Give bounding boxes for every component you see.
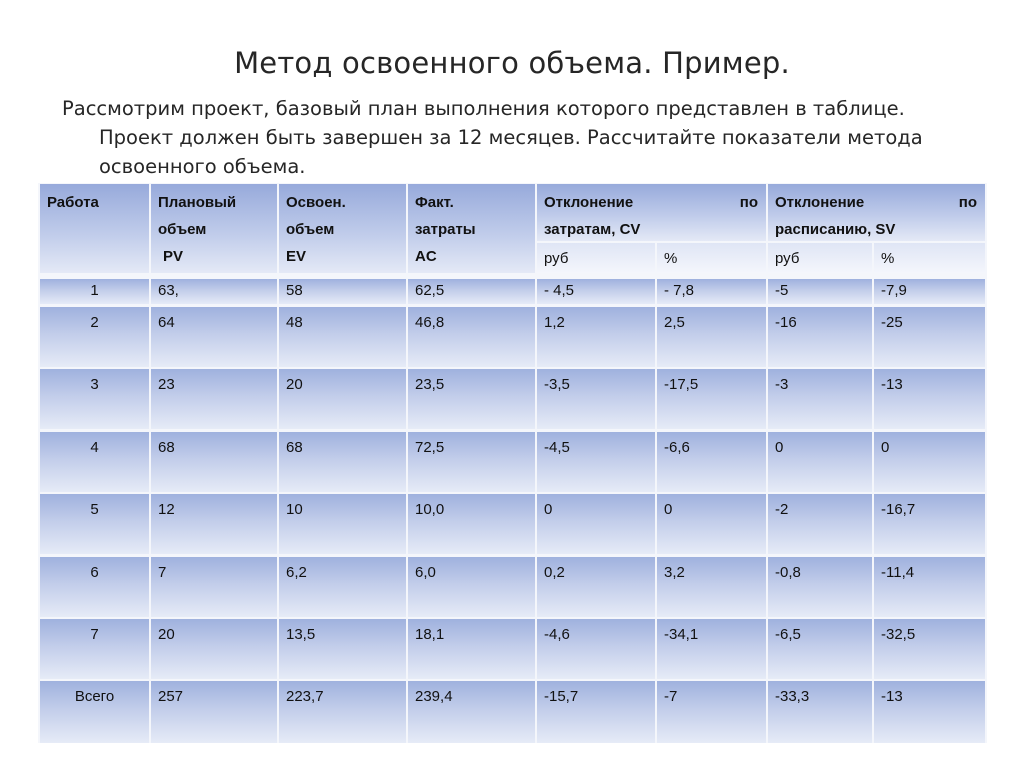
- cell-row-6-sv-rub: -0,8: [768, 557, 872, 617]
- cell-row-8-ev: 223,7: [279, 681, 406, 743]
- cell-row-2-cv-rub: 1,2: [537, 307, 655, 367]
- cell-row-1-cv-pct: - 7,8: [657, 279, 766, 304]
- cell-row-7-ac: 18,1: [408, 619, 535, 679]
- cell-row-4-cv-rub: -4,5: [537, 432, 655, 492]
- cell-row-3-cv-rub: -3,5: [537, 369, 655, 429]
- cell-row-6-cv-rub: 0,2: [537, 557, 655, 617]
- cell-row-8-cv-pct: -7: [657, 681, 766, 743]
- cell-row-6-ac: 6,0: [408, 557, 535, 617]
- cell-row-7-pv: 20: [151, 619, 277, 679]
- cell-row-7-work: 7: [40, 619, 149, 679]
- cell-row-3-sv-pct: -13: [874, 369, 985, 429]
- cell-row-2-pv: 64: [151, 307, 277, 367]
- cell-row-2-work: 2: [40, 307, 149, 367]
- slide-title: Метод освоенного объема. Пример.: [234, 46, 790, 80]
- cell-row-2-sv-rub: -16: [768, 307, 872, 367]
- cell-row-4-sv-rub: 0: [768, 432, 872, 492]
- cell-row-3-pv: 23: [151, 369, 277, 429]
- cell-row-7-cv-rub: -4,6: [537, 619, 655, 679]
- cell-row-3-cv-pct: -17,5: [657, 369, 766, 429]
- cell-row-3-ac: 23,5: [408, 369, 535, 429]
- intro-text: [62, 94, 992, 181]
- header-pv: Плановый объем PV: [151, 184, 277, 273]
- intro-line-2: Проект должен быть завершен за 12 месяцев. Рассчитайте показатели метода: [99, 126, 923, 149]
- cell-row-4-cv-pct: -6,6: [657, 432, 766, 492]
- cell-row-6-ev: 6,2: [279, 557, 406, 617]
- cell-row-3-sv-rub: -3: [768, 369, 872, 429]
- cell-row-1-cv-rub: - 4,5: [537, 279, 655, 304]
- cell-row-5-work: 5: [40, 494, 149, 554]
- cell-row-6-sv-pct: -11,4: [874, 557, 985, 617]
- cell-row-5-sv-rub: -2: [768, 494, 872, 554]
- subheader-cv-pct: %: [657, 243, 766, 273]
- subheader-sv-pct: %: [874, 243, 985, 273]
- cell-row-8-pv: 257: [151, 681, 277, 743]
- cell-row-1-sv-rub: -5: [768, 279, 872, 304]
- cell-row-7-sv-rub: -6,5: [768, 619, 872, 679]
- cell-row-8-work: Всего: [40, 681, 149, 743]
- header-work: Работа: [40, 184, 149, 273]
- cell-row-1-ac: 62,5: [408, 279, 535, 304]
- cell-row-2-sv-pct: -25: [874, 307, 985, 367]
- cell-row-8-cv-rub: -15,7: [537, 681, 655, 743]
- header-ev: Освоен. объем EV: [279, 184, 406, 273]
- cell-row-2-cv-pct: 2,5: [657, 307, 766, 367]
- cell-row-4-sv-pct: 0: [874, 432, 985, 492]
- cell-row-5-sv-pct: -16,7: [874, 494, 985, 554]
- header-ac: Факт. затраты AC: [408, 184, 535, 273]
- cell-row-3-work: 3: [40, 369, 149, 429]
- cell-row-1-ev: 58: [279, 279, 406, 304]
- cell-row-4-pv: 68: [151, 432, 277, 492]
- header-cv: Отклонение по затратам, CV: [537, 184, 766, 241]
- cell-row-1-work: 1: [40, 279, 149, 304]
- subheader-cv-rub: руб: [537, 243, 655, 273]
- cell-row-1-sv-pct: -7,9: [874, 279, 985, 304]
- cell-row-1-pv: 63,: [151, 279, 277, 304]
- cell-row-5-cv-rub: 0: [537, 494, 655, 554]
- cell-row-3-ev: 20: [279, 369, 406, 429]
- cell-row-8-ac: 239,4: [408, 681, 535, 743]
- cell-row-7-ev: 13,5: [279, 619, 406, 679]
- cell-row-6-pv: 7: [151, 557, 277, 617]
- subheader-sv-rub: руб: [768, 243, 872, 273]
- cell-row-5-cv-pct: 0: [657, 494, 766, 554]
- cell-row-4-work: 4: [40, 432, 149, 492]
- cell-row-8-sv-pct: -13: [874, 681, 985, 743]
- intro-line-1: Рассмотрим проект, базовый план выполнения которого представлен в таблице.: [62, 97, 905, 120]
- cell-row-5-ev: 10: [279, 494, 406, 554]
- cell-row-5-pv: 12: [151, 494, 277, 554]
- cell-row-4-ev: 68: [279, 432, 406, 492]
- cell-row-2-ev: 48: [279, 307, 406, 367]
- cell-row-4-ac: 72,5: [408, 432, 535, 492]
- cell-row-7-sv-pct: -32,5: [874, 619, 985, 679]
- cell-row-5-ac: 10,0: [408, 494, 535, 554]
- cell-row-2-ac: 46,8: [408, 307, 535, 367]
- cell-row-8-sv-rub: -33,3: [768, 681, 872, 743]
- intro-line-3: освоенного объема.: [99, 155, 306, 178]
- cell-row-6-cv-pct: 3,2: [657, 557, 766, 617]
- cell-row-6-work: 6: [40, 557, 149, 617]
- header-sv: Отклонение по расписанию, SV: [768, 184, 985, 241]
- cell-row-7-cv-pct: -34,1: [657, 619, 766, 679]
